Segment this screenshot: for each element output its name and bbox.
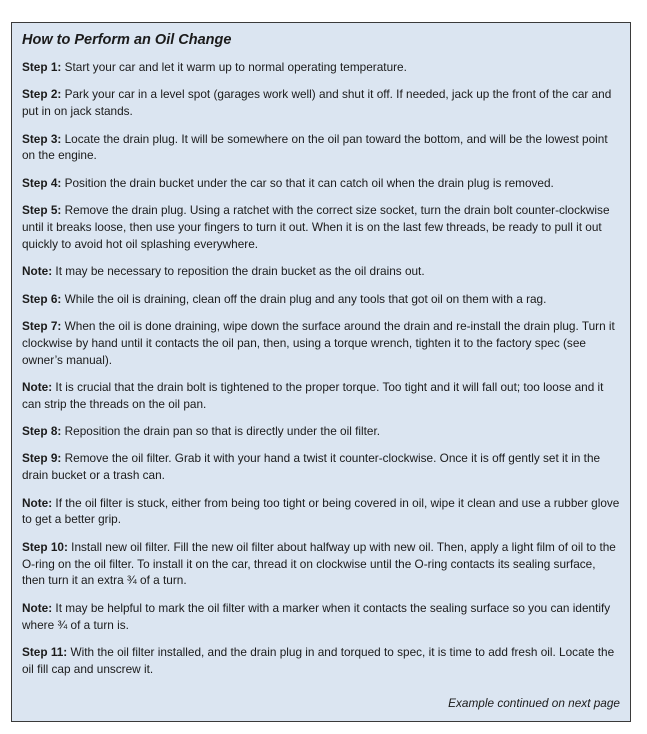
continued-note: Example continued on next page xyxy=(448,696,620,710)
step-label: Step 10: xyxy=(22,539,68,554)
step-text: While the oil is draining, clean off the drain plug and any tools that got oil on them with a rag. xyxy=(61,291,547,306)
instruction-box xyxy=(11,22,631,722)
step-label: Step 6: xyxy=(22,291,62,306)
step-label: Step 8: xyxy=(22,424,62,439)
note-4 xyxy=(22,600,620,634)
step-8 xyxy=(22,423,620,440)
document-title: How to Perform an Oil Change xyxy=(22,32,232,48)
step-text: Reposition the drain pan so that is directly under the oil filter. xyxy=(61,424,381,439)
step-11 xyxy=(22,644,620,678)
step-text: Start your car and let it warm up to normal operating temperature. xyxy=(61,60,407,74)
step-10 xyxy=(22,539,620,589)
note-text: It may be helpful to mark the oil filter with a marker when it contacts the sealing surface so you can identify where ¾ of a turn is. xyxy=(22,600,611,632)
note-2 xyxy=(22,379,620,413)
step-5 xyxy=(22,202,620,252)
step-label: Step 2: xyxy=(22,87,62,102)
step-6 xyxy=(22,291,620,308)
step-label: Step 1: xyxy=(22,60,62,74)
note-label: Note: xyxy=(22,600,53,615)
step-text: Install new oil filter. Fill the new oil filter about halfway up with new oil. Then, apply a light film of oil to the O-ring on the oil filter. To install it on the car, thread it on clockwise until the O-ring contacts its sealing surface, then turn it an extra ¾ of a turn. xyxy=(22,539,616,588)
note-label: Note: xyxy=(22,264,53,279)
step-2 xyxy=(22,86,620,120)
step-text: Remove the oil filter. Grab it with your hand a twist it counter-clockwise. Once it is off gently set it in the drain bucket or a trash can. xyxy=(22,451,601,483)
step-7 xyxy=(22,318,620,368)
note-text: If the oil filter is stuck, either from being too tight or being covered in oil, wipe it clean and use a rubber glove to get a better grip. xyxy=(22,495,620,527)
step-text: Remove the drain plug. Using a ratchet with the correct size socket, turn the drain bolt counter-clockwise until it breaks loose, then use your fingers to turn it out. When it is on the last few threads, be ready to pull it out quickly to avoid hot oil splashing everywhere. xyxy=(22,203,610,251)
note-label: Note: xyxy=(22,379,53,394)
step-1 xyxy=(22,59,620,76)
step-3 xyxy=(22,131,620,165)
step-text: When the oil is done draining, wipe down the surface around the drain and re-install the drain plug. Turn it clockwise by hand until it contacts the oil pan, then, using a torque wrench, tighten it to the factory spec (see owner’s manual). xyxy=(22,318,615,367)
step-text: Park your car in a level spot (garages work well) and shut it off. If needed, jack up the front of the car and put in on jack stands. xyxy=(22,87,612,119)
step-text: With the oil filter installed, and the drain plug in and torqued to spec, it is time to add fresh oil. Locate the oil fill cap and unscrew it. xyxy=(22,645,615,676)
step-label: Step 4: xyxy=(22,175,62,190)
note-text: It may be necessary to reposition the drain bucket as the oil drains out. xyxy=(52,264,425,279)
step-4 xyxy=(22,175,620,192)
note-label: Note: xyxy=(22,495,53,510)
step-label: Step 5: xyxy=(22,203,62,218)
step-label: Step 3: xyxy=(22,131,62,146)
note-text: It is crucial that the drain bolt is tightened to the proper torque. Too tight and it will fall out; too loose and it can strip the threads on the oil pan. xyxy=(22,379,604,411)
step-text: Locate the drain plug. It will be somewhere on the oil pan toward the bottom, and will be the lowest point on the engine. xyxy=(22,131,608,163)
step-label: Step 9: xyxy=(22,451,62,466)
step-9 xyxy=(22,450,620,484)
step-label: Step 7: xyxy=(22,318,62,333)
step-label: Step 11: xyxy=(22,645,68,660)
note-1 xyxy=(22,263,620,280)
step-text: Position the drain bucket under the car so that it can catch oil when the drain plug is removed. xyxy=(61,175,554,190)
note-3 xyxy=(22,495,620,529)
